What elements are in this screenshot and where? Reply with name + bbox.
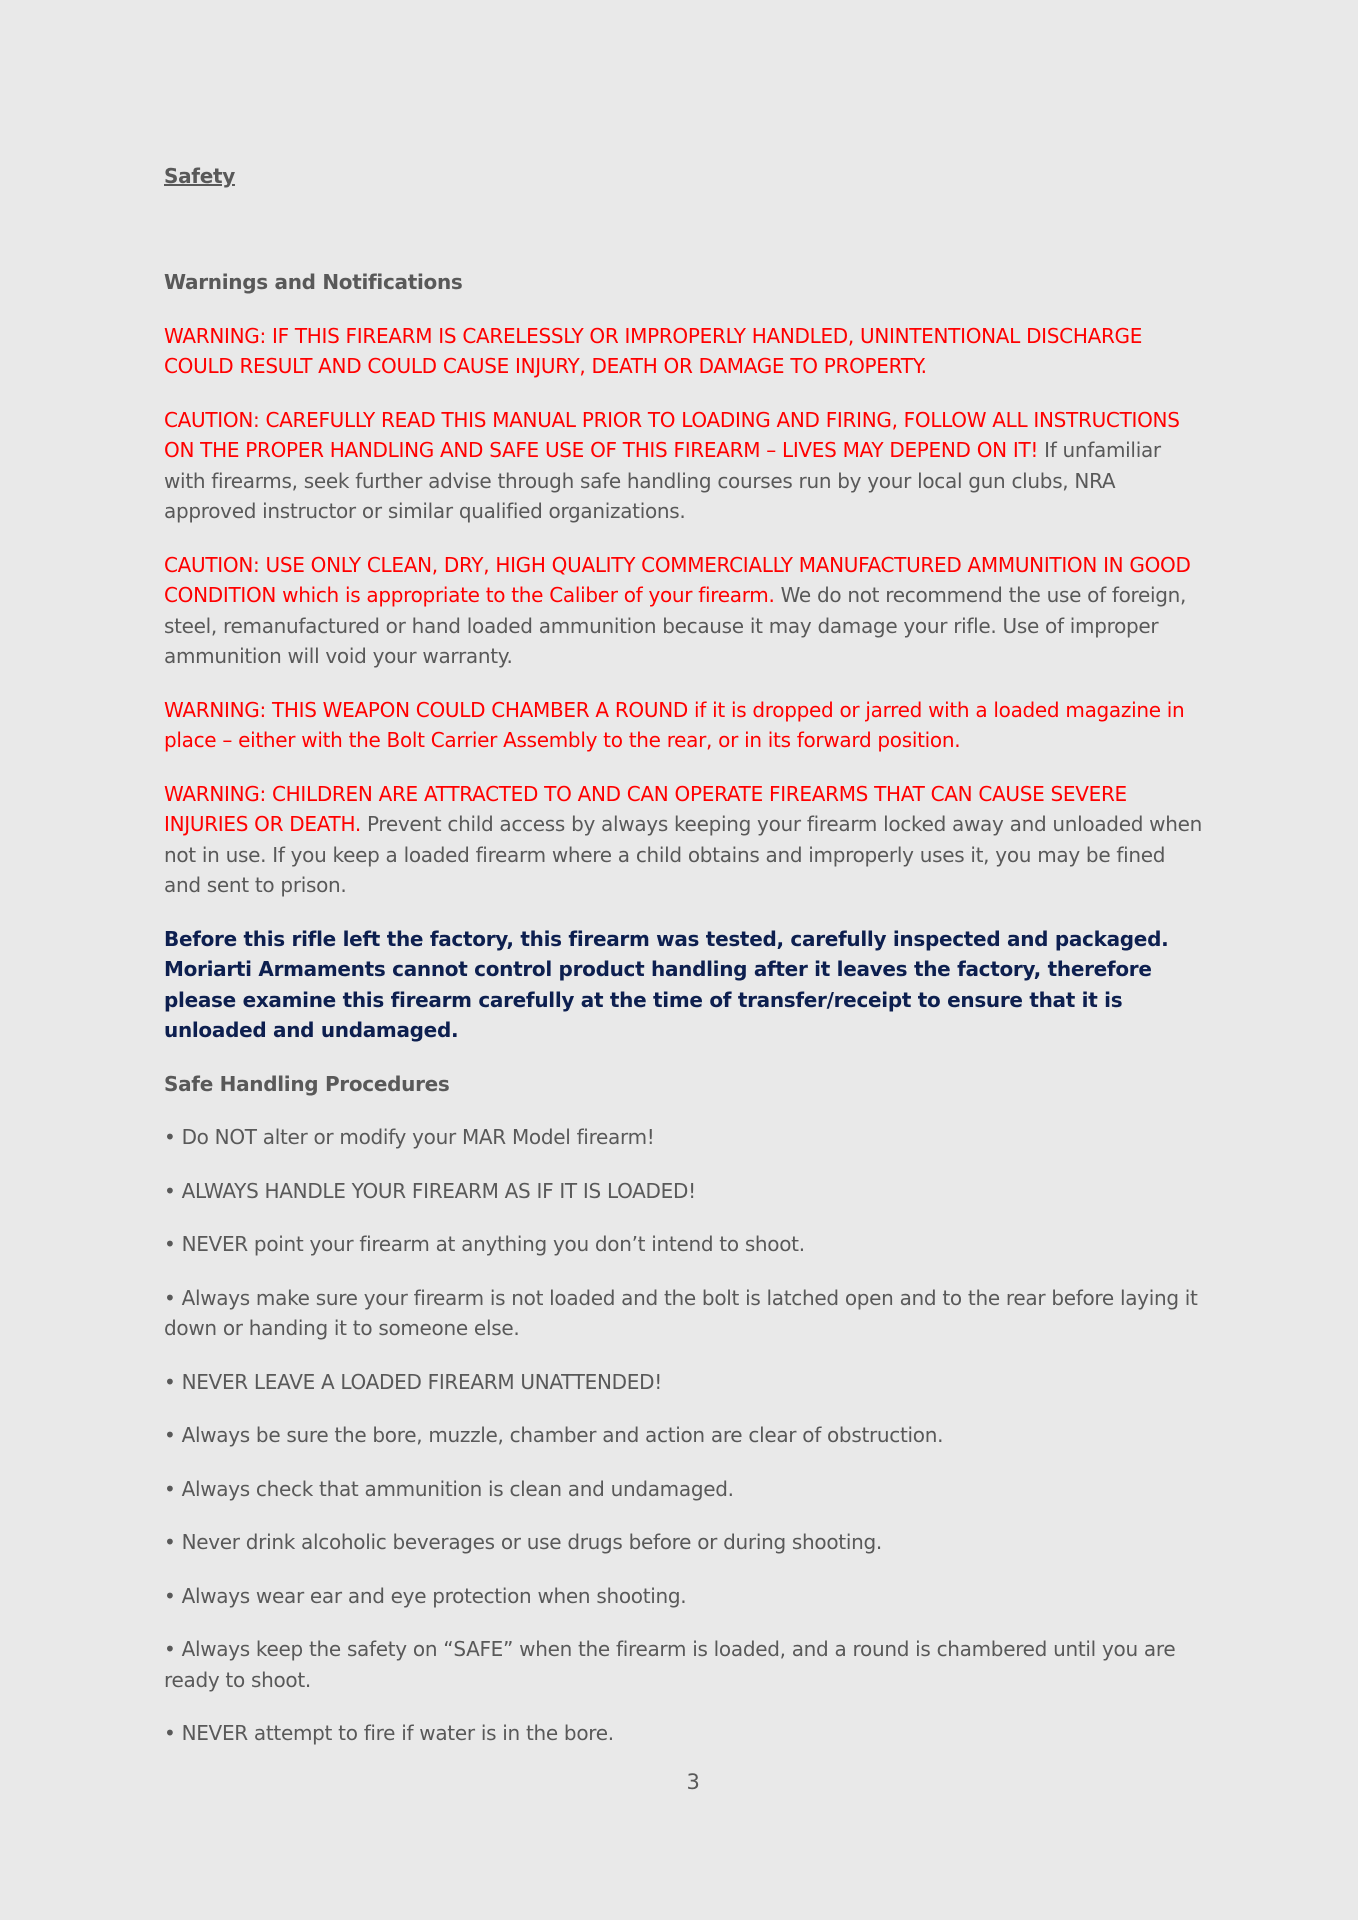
list-item-text: Always make sure your firearm is not loaded and the bolt is latched open and to the rear before laying it down or handing it to someone else. [164, 1285, 1198, 1340]
warning-text-red: CAUTION: CAREFULLY READ THIS MANUAL PRIOR TO LOADING AND FIRING, FOLLOW ALL INSTRUCTIONS ON THE PROPER HANDLING AND SAFE USE OF THIS FIREARM – LIVES MAY DEPEND ON IT! [164, 407, 1180, 462]
bullet-icon: • [164, 1530, 176, 1554]
warning-paragraph [164, 695, 1204, 756]
list-item [164, 1527, 1204, 1558]
list-item [164, 1718, 1204, 1749]
list-item [164, 1176, 1204, 1207]
list-item [164, 1634, 1204, 1695]
warning-text-plain: We do not recommend the use of foreign, steel, remanufactured or hand loaded ammunition because it may damage your rifle. Use of improper ammunition will void your warranty. [164, 583, 1187, 668]
list-item-text: ALWAYS HANDLE YOUR FIREARM AS IF IT IS LOADED! [181, 1178, 696, 1203]
bullet-icon: • [164, 1476, 176, 1501]
bullet-icon: • [164, 1637, 176, 1661]
bullet-icon: • [164, 1285, 176, 1310]
warning-text-plain: Prevent child access by always keeping your firearm locked away and unloaded when not in use. If you keep a loaded firearm where a child obtains and improperly uses it, you may be fined and sent to prison. [164, 812, 1202, 897]
warning-paragraph [164, 321, 1204, 382]
warning-paragraph [164, 550, 1204, 672]
list-item [164, 1474, 1204, 1505]
list-item [164, 1420, 1204, 1451]
warning-paragraph [164, 779, 1204, 901]
warning-text-red: CAUTION: USE ONLY CLEAN, DRY, HIGH QUALITY COMMERCIALLY MANUFACTURED AMMUNITION IN GOOD CONDITION which is appropriate to the Caliber of your firearm. [164, 552, 1191, 607]
page-number: 3 [686, 1770, 700, 1794]
bullet-icon: • [164, 1369, 176, 1394]
bullet-icon: • [164, 1423, 176, 1447]
list-item-text: NEVER LEAVE A LOADED FIREARM UNATTENDED! [181, 1369, 662, 1394]
warning-text-plain: If unfamiliar with firearms, seek further advise through safe handling courses run by your local gun clubs, NRA approved instructor or similar qualified organizations. [164, 438, 1161, 523]
warning-paragraph [164, 405, 1204, 527]
document-page [164, 0, 1204, 1920]
section-heading-warnings: Warnings and Notifications [164, 270, 463, 294]
bullet-icon: • [164, 1232, 176, 1256]
bullet-icon: • [164, 1583, 176, 1608]
warning-text-red: WARNING: CHILDREN ARE ATTRACTED TO AND CAN OPERATE FIREARMS THAT CAN CAUSE SEVERE INJURIES OR DEATH. [164, 781, 1127, 836]
bullet-icon: • [164, 1721, 176, 1745]
procedures-list [164, 1122, 1204, 1749]
page-title: Safety [164, 164, 235, 188]
list-item [164, 1283, 1204, 1344]
bullet-icon: • [164, 1125, 176, 1149]
list-item-text: Never drink alcoholic beverages or use drugs before or during shooting. [181, 1530, 882, 1554]
section-heading-procedures: Safe Handling Procedures [164, 1071, 450, 1096]
warning-text-red: WARNING: THIS WEAPON COULD CHAMBER A ROUND if it is dropped or jarred with a loaded magazine in place – either with the Bolt Carrier Assembly to the rear, or in its forward position. [164, 697, 1185, 752]
list-item [164, 1581, 1204, 1612]
list-item-text: NEVER point your firearm at anything you don’t intend to shoot. [181, 1232, 805, 1256]
list-item-text: NEVER attempt to fire if water is in the bore. [181, 1721, 614, 1745]
list-item [164, 1122, 1204, 1153]
content-flow [164, 267, 1204, 1772]
list-item-text: Always check that ammunition is clean and undamaged. [181, 1476, 734, 1501]
bullet-icon: • [164, 1178, 176, 1203]
list-item [164, 1367, 1204, 1398]
list-item [164, 1229, 1204, 1260]
factory-notice: Before this rifle left the factory, this firearm was tested, carefully inspected and packaged. Moriarti Armaments cannot control product handling after it leaves the factory, therefore please examine this firearm carefully at the time of transfer/receipt to ensure that it is unloaded and undamaged. [164, 926, 1169, 1042]
warning-text-red: WARNING: IF THIS FIREARM IS CARELESSLY OR IMPROPERLY HANDLED, UNINTENTIONAL DISCHARGE COULD RESULT AND COULD CAUSE INJURY, DEATH OR DAMAGE TO PROPERTY. [164, 323, 1143, 378]
list-item-text: Do NOT alter or modify your MAR Model firearm! [181, 1125, 655, 1149]
list-item-text: Always keep the safety on “SAFE” when the firearm is loaded, and a round is chambered until you are ready to shoot. [164, 1637, 1176, 1692]
list-item-text: Always wear ear and eye protection when shooting. [181, 1583, 687, 1608]
list-item-text: Always be sure the bore, muzzle, chamber and action are clear of obstruction. [181, 1423, 944, 1447]
